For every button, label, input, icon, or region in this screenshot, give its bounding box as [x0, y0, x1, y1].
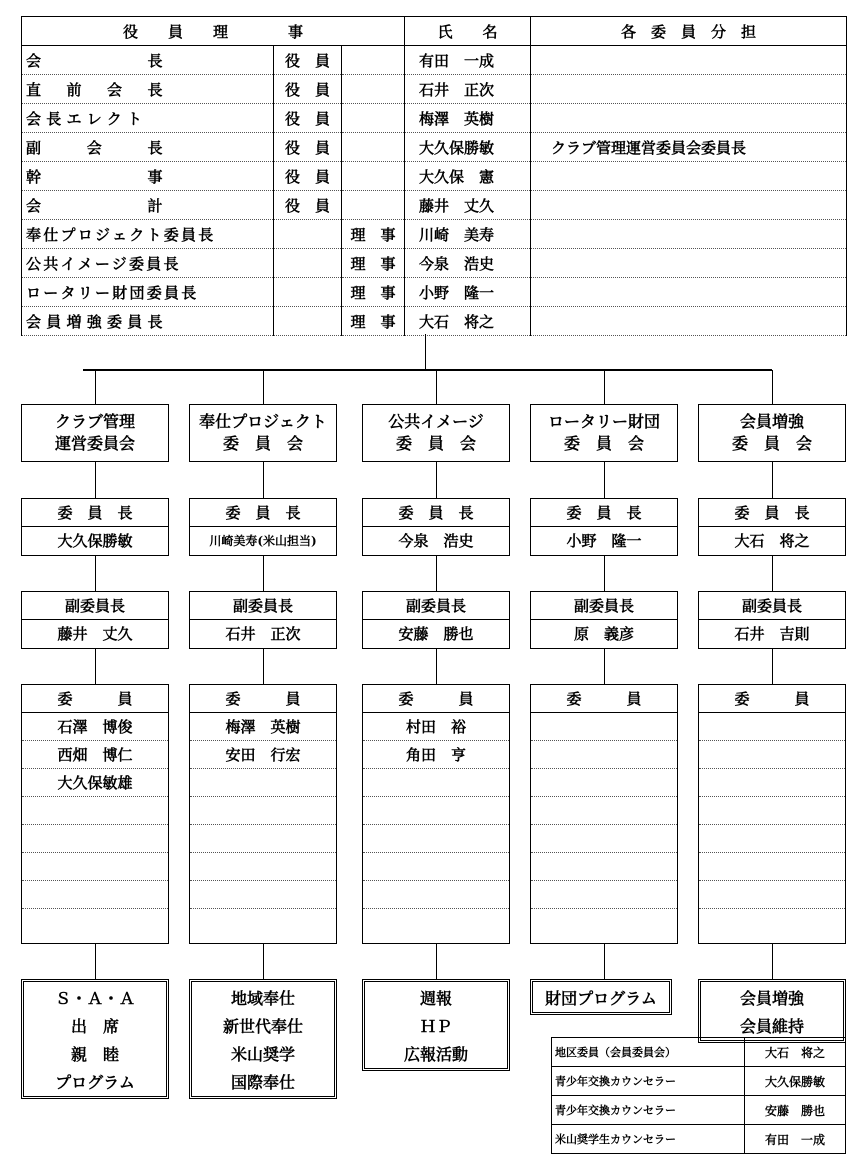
board-member-name: 有田 一成 [405, 46, 531, 75]
district-name: 有田 一成 [744, 1125, 845, 1154]
member-name [22, 853, 168, 881]
member-name [699, 881, 845, 909]
member-name [363, 769, 509, 797]
connector-line [772, 556, 773, 591]
committee-name-line: 奉仕プロジェクト [199, 412, 327, 431]
board-role: 会 長 [22, 46, 274, 75]
board-officer: 役 員 [274, 104, 342, 133]
chair-box [21, 498, 169, 556]
program-item: Ｓ・Ａ・Ａ [54, 989, 135, 1008]
committee-name-box [698, 404, 846, 462]
committee-name-box [21, 404, 169, 462]
board-director [342, 75, 405, 104]
programs-box [362, 979, 510, 1071]
vice-chair-box [189, 591, 337, 649]
board-role: 奉仕プロジェクト委員長 [22, 220, 274, 249]
board-member-name: 川崎 美寿 [405, 220, 531, 249]
chair-name: 小野 隆一 [566, 532, 642, 550]
member-name [190, 881, 336, 909]
board-duty [531, 162, 847, 191]
connector-line [604, 649, 605, 684]
member-name: 石澤 博俊 [22, 713, 168, 741]
member-name [22, 881, 168, 909]
committee-name-box [530, 404, 678, 462]
connector-line [263, 556, 264, 591]
members-box [362, 684, 510, 944]
member-name [22, 909, 168, 937]
board-officer: 役 員 [274, 191, 342, 220]
connector-line [95, 556, 96, 591]
program-item: 広報活動 [403, 1045, 468, 1064]
vice-chair-name: 石井 正次 [225, 625, 301, 643]
board-member-name: 今泉 浩史 [405, 249, 531, 278]
committee-name-line: 委 員 会 [731, 434, 812, 453]
district-role: 青少年交換カウンセラー [552, 1096, 745, 1125]
vice-chair-label: 副委員長 [699, 592, 845, 620]
member-name: 安田 行宏 [190, 741, 336, 769]
header-duties: 各 委 員 分 担 [531, 17, 847, 46]
member-name [363, 909, 509, 937]
board-role: 幹 事 [22, 162, 274, 191]
vice-chair-box [21, 591, 169, 649]
board-role: 副 会 長 [22, 133, 274, 162]
member-name [363, 825, 509, 853]
member-name [190, 797, 336, 825]
district-name: 安藤 勝也 [744, 1096, 845, 1125]
committee-name-line: ロータリー財団 [547, 412, 660, 431]
connector-line [436, 462, 437, 498]
chair-label: 委 員 長 [699, 499, 845, 527]
members-box [698, 684, 846, 944]
board-director [342, 133, 405, 162]
member-name [190, 769, 336, 797]
connector-bus [83, 369, 772, 371]
program-item: 親 睦 [70, 1045, 119, 1064]
committee-name-box [362, 404, 510, 462]
committee-name-line: 会員増強 [739, 412, 804, 431]
district-name: 大石 将之 [744, 1038, 845, 1067]
program-item: ＨＰ [419, 1017, 452, 1036]
connector-line [95, 462, 96, 498]
member-name [22, 825, 168, 853]
board-director: 理 事 [342, 220, 405, 249]
committee-name-line: 運営委員会 [54, 434, 135, 453]
board-row [22, 162, 847, 191]
board-row [22, 249, 847, 278]
member-name [190, 853, 336, 881]
connector-line [263, 944, 264, 979]
member-name [22, 797, 168, 825]
board-role: 会長エレクト [22, 104, 274, 133]
board-member-name: 梅澤 英樹 [405, 104, 531, 133]
program-item: プログラム [55, 1073, 135, 1092]
board-role: 会員増強委員長 [22, 307, 274, 336]
member-name: 角田 亨 [363, 741, 509, 769]
program-item: 会員維持 [739, 1017, 804, 1036]
board-row [22, 191, 847, 220]
member-name: 梅澤 英樹 [190, 713, 336, 741]
connector-line [604, 462, 605, 498]
member-name [699, 797, 845, 825]
board-officer: 役 員 [274, 162, 342, 191]
connector-line [604, 944, 605, 979]
board-officer [274, 278, 342, 307]
board-duty [531, 249, 847, 278]
district-role: 地区委員（会員委員会） [552, 1038, 745, 1067]
connector-trunk [425, 334, 426, 369]
connector-line [263, 370, 264, 404]
member-name [363, 881, 509, 909]
member-name [699, 909, 845, 937]
program-item: 週報 [419, 989, 452, 1008]
connector-line [263, 462, 264, 498]
connector-line [95, 944, 96, 979]
members-label: 委 員 [531, 685, 677, 713]
vice-chair-label: 副委員長 [531, 592, 677, 620]
chair-box [189, 498, 337, 556]
member-name [531, 881, 677, 909]
member-name [531, 853, 677, 881]
members-label: 委 員 [699, 685, 845, 713]
member-name: 西畑 博仁 [22, 741, 168, 769]
board-officer: 役 員 [274, 75, 342, 104]
board-duty: クラブ管理運営委員会委員長 [531, 133, 847, 162]
board-role: 直 前 会 長 [22, 75, 274, 104]
board-member-name: 藤井 丈久 [405, 191, 531, 220]
member-name [363, 797, 509, 825]
member-name [531, 909, 677, 937]
chair-label: 委 員 長 [190, 499, 336, 527]
board-member-name: 大石 将之 [405, 307, 531, 336]
connector-line [604, 370, 605, 404]
district-role: 米山奨学生カウンセラー [552, 1125, 745, 1154]
connector-line [436, 944, 437, 979]
board-member-name: 小野 隆一 [405, 278, 531, 307]
board-row [22, 46, 847, 75]
vice-chair-box [698, 591, 846, 649]
board-duty [531, 104, 847, 133]
connector-line [436, 649, 437, 684]
board-director [342, 191, 405, 220]
board-role: ロータリー財団委員長 [22, 278, 274, 307]
vice-chair-label: 副委員長 [190, 592, 336, 620]
board-officer [274, 249, 342, 278]
board-duty [531, 220, 847, 249]
members-box [21, 684, 169, 944]
program-item: 米山奨学 [230, 1045, 295, 1064]
members-label: 委 員 [363, 685, 509, 713]
board-officer: 役 員 [274, 133, 342, 162]
board-director: 理 事 [342, 307, 405, 336]
chair-name: 川崎美寿(米山担当) [209, 534, 317, 548]
board-role: 公共イメージ委員長 [22, 249, 274, 278]
program-item: 国際奉仕 [230, 1073, 295, 1092]
district-row [552, 1096, 846, 1125]
board-member-name: 大久保勝敏 [405, 133, 531, 162]
board-duty [531, 278, 847, 307]
member-name [531, 797, 677, 825]
board-row [22, 278, 847, 307]
board-duty [531, 46, 847, 75]
district-role: 青少年交換カウンセラー [552, 1067, 745, 1096]
committee-name-line: 委 員 会 [563, 434, 644, 453]
chair-box [362, 498, 510, 556]
member-name [699, 853, 845, 881]
board-officer [274, 307, 342, 336]
board-row [22, 75, 847, 104]
board-duty [531, 191, 847, 220]
member-name [531, 825, 677, 853]
vice-chair-name: 安藤 勝也 [398, 625, 474, 643]
connector-line [263, 649, 264, 684]
programs-box [530, 979, 672, 1015]
chair-label: 委 員 長 [531, 499, 677, 527]
chair-name: 大石 将之 [734, 532, 810, 550]
vice-chair-name: 石井 吉則 [734, 625, 810, 643]
members-label: 委 員 [22, 685, 168, 713]
member-name [699, 769, 845, 797]
board-director [342, 104, 405, 133]
programs-box [21, 979, 169, 1099]
board-row [22, 104, 847, 133]
connector-line [95, 649, 96, 684]
vice-chair-label: 副委員長 [363, 592, 509, 620]
board-director: 理 事 [342, 249, 405, 278]
member-name: 大久保敏雄 [22, 769, 168, 797]
board-member-name: 石井 正次 [405, 75, 531, 104]
board-officer [274, 220, 342, 249]
programs-box [189, 979, 337, 1099]
member-name [190, 825, 336, 853]
board-row [22, 307, 847, 336]
member-name [699, 741, 845, 769]
header-name: 氏 名 [405, 17, 531, 46]
board-duty [531, 307, 847, 336]
member-name [363, 853, 509, 881]
program-item: 会員増強 [739, 989, 804, 1008]
connector-line [772, 462, 773, 498]
header-roles: 役 員 理 事 [22, 17, 405, 46]
board-officer: 役 員 [274, 46, 342, 75]
board-duty [531, 75, 847, 104]
committee-name-line: クラブ管理 [54, 412, 135, 431]
vice-chair-name: 原 義彦 [573, 625, 634, 643]
member-name [531, 769, 677, 797]
members-label: 委 員 [190, 685, 336, 713]
member-name: 村田 裕 [363, 713, 509, 741]
vice-chair-label: 副委員長 [22, 592, 168, 620]
connector-line [604, 556, 605, 591]
programs-box [698, 979, 846, 1043]
program-item: 新世代奉仕 [222, 1017, 303, 1036]
committee-name-line: 委 員 会 [395, 434, 476, 453]
chair-label: 委 員 長 [22, 499, 168, 527]
board-director [342, 162, 405, 191]
connector-line [772, 944, 773, 979]
board-header-row [22, 17, 847, 46]
district-table [551, 1037, 846, 1154]
district-row [552, 1067, 846, 1096]
members-box [189, 684, 337, 944]
program-item: 財団プログラム [545, 989, 657, 1008]
vice-chair-box [530, 591, 678, 649]
board-director: 理 事 [342, 278, 405, 307]
chair-label: 委 員 長 [363, 499, 509, 527]
member-name [190, 909, 336, 937]
connector-line [772, 370, 773, 404]
connector-line [772, 649, 773, 684]
chair-name: 大久保勝敏 [57, 532, 133, 550]
connector-line [436, 556, 437, 591]
member-name [531, 713, 677, 741]
committee-name-box [189, 404, 337, 462]
district-row [552, 1038, 846, 1067]
board-row [22, 220, 847, 249]
district-name: 大久保勝敏 [744, 1067, 845, 1096]
vice-chair-box [362, 591, 510, 649]
member-name [699, 713, 845, 741]
member-name [531, 741, 677, 769]
vice-chair-name: 藤井 丈久 [57, 625, 133, 643]
chair-box [530, 498, 678, 556]
connector-line [95, 370, 96, 404]
district-row [552, 1125, 846, 1154]
board-table [21, 16, 846, 336]
member-name [699, 825, 845, 853]
members-box [530, 684, 678, 944]
committee-name-line: 委 員 会 [222, 434, 303, 453]
program-item: 出 席 [70, 1017, 119, 1036]
chair-box [698, 498, 846, 556]
connector-line [436, 370, 437, 404]
board-role: 会 計 [22, 191, 274, 220]
board-director [342, 46, 405, 75]
committee-name-line: 公共イメージ [388, 412, 484, 431]
program-item: 地域奉仕 [230, 989, 295, 1008]
board-row [22, 133, 847, 162]
chair-name: 今泉 浩史 [398, 532, 474, 550]
board-member-name: 大久保 憲 [405, 162, 531, 191]
